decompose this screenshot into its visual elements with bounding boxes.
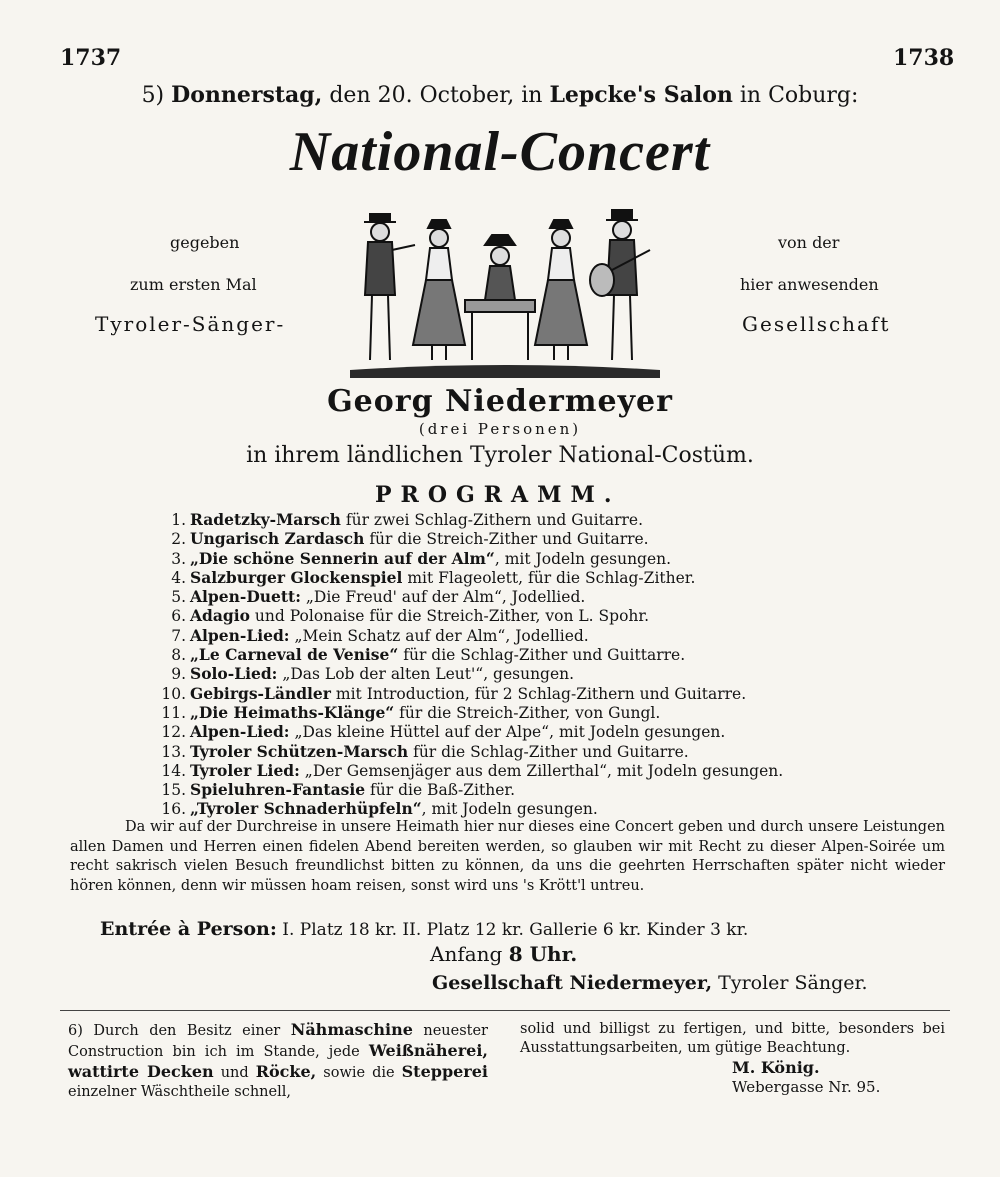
program-item-description: für die Baß-Zither. [365, 781, 516, 800]
program-item-name: Tyroler Schützen-Marsch [190, 741, 409, 761]
ad-text-1: Durch den Besitz einer [82, 1023, 291, 1039]
ad-signature: M. König. [732, 1058, 820, 1077]
program-item [160, 510, 783, 529]
right-text-2: hier anwesenden [740, 275, 879, 294]
ad-text-5: einzelner Wäschtheile schnell, [68, 1084, 291, 1100]
program-item-description: und Polonaise für die Streich-Zither, von L. Spohr. [249, 607, 650, 626]
program-item-description: mit Flageolett, für die Schlag-Zither. [402, 568, 696, 587]
program-item-number: 4. [171, 568, 186, 587]
ad-machine: Nähmaschine [290, 1020, 413, 1039]
program-item [160, 529, 783, 548]
program-item-description: „Der Gemsenjäger aus dem Zillerthal“, mit Jodeln gesungen. [299, 761, 784, 780]
start-time [430, 942, 577, 966]
program-item-number: 16. [161, 800, 186, 819]
program-item-description: „Mein Schatz auf der Alm“, Jodellied. [289, 626, 589, 645]
headline-venue: Lepcke's Salon [549, 82, 733, 108]
concert-title: National-Concert [289, 121, 711, 183]
prices-label: Entrée à Person: [100, 918, 277, 940]
program-item-name: „Die schöne Sennerin auf der Alm“ [190, 548, 495, 568]
headline-date: den 20. October, in [329, 83, 543, 108]
program-item-number: 1. [171, 511, 186, 529]
program-item-description: , mit Jodeln gesungen. [421, 800, 598, 819]
start-label: Anfang [430, 942, 509, 966]
program-item-name: Adagio [190, 606, 250, 626]
program-item-number: 8. [171, 646, 186, 665]
program-item-name: „Le Carneval de Venise“ [190, 645, 399, 665]
program-item-name: Radetzky-Marsch [190, 510, 341, 529]
program-item-number: 3. [171, 549, 186, 568]
section-divider [60, 1010, 950, 1011]
program-item-description: für die Streich-Zither, von Gungl. [394, 703, 661, 722]
program-item [160, 664, 783, 683]
ad-items-2: Röcke, [255, 1062, 317, 1081]
program-item [160, 626, 783, 645]
entry-prices [100, 918, 748, 940]
program-item-name: Spieluhren-Fantasie [190, 780, 366, 800]
signature [432, 972, 868, 994]
headline-day: Donnerstag, [171, 82, 323, 108]
page-number-left: 1737 [60, 45, 122, 71]
ad-text-4: sowie die [316, 1065, 402, 1081]
program-item [160, 742, 783, 761]
program-item [160, 761, 783, 780]
program-item-description: für die Schlag-Zither und Guitarre. [408, 742, 689, 761]
program-item-description: für die Schlag-Zither und Guittarre. [398, 646, 686, 665]
program-item-description: „Das kleine Hüttel auf der Alpe“, mit Jodeln gesungen. [289, 723, 726, 742]
left-text-3: Tyroler-Sänger- [95, 312, 286, 336]
program-item-description: , mit Jodeln gesungen. [494, 549, 672, 568]
start-time-value: 8 Uhr. [508, 942, 578, 966]
program-item-description: für die Streich-Zither und Guitarre. [364, 530, 649, 549]
headline [0, 82, 1000, 108]
page-number-right: 1738 [893, 45, 955, 71]
program-list [160, 510, 783, 819]
program-item [160, 568, 783, 587]
program-item-description: „Die Freud' auf der Alm“, Jodellied. [300, 588, 586, 607]
ad-stepperei: Stepperei [401, 1062, 488, 1081]
program-item-number: 13. [161, 742, 186, 761]
ad-number: 6) [68, 1023, 83, 1039]
headline-city: in Coburg: [739, 83, 859, 108]
ad-address: Webergasse Nr. 95. [732, 1078, 881, 1096]
ad-text-2: neuester Construction bin ich im Stande, jede [68, 1023, 488, 1060]
right-text-1: von der [778, 233, 840, 252]
prices-text: I. Platz 18 kr. II. Platz 12 kr. Gallerie 6 kr. Kinder 3 kr. [276, 920, 749, 940]
headline-number: 5) [141, 83, 165, 108]
ad-items: Weißnäherei, wattirte Decken [68, 1041, 488, 1081]
program-item [160, 587, 783, 606]
program-item [160, 722, 783, 741]
program-item-name: Solo-Lied: [190, 664, 278, 684]
program-item [160, 549, 783, 568]
persons-count: (drei Personen) [418, 420, 582, 438]
program-item-name: „Die Heimaths-Klänge“ [190, 702, 395, 722]
program-item-name: Ungarisch Zardasch [190, 529, 365, 549]
program-title: PROGRAMM. [375, 482, 621, 508]
program-item-name: Gebirgs-Ländler [190, 683, 331, 703]
program-item-name: „Tyroler Schnaderhüpfeln“ [190, 799, 422, 819]
right-text-3: Gesellschaft [742, 312, 891, 336]
advertisement-right: solid und billigst zu fertigen, und bitte, besonders bei Ausstattungsarbeiten, um gütige Beachtung. [520, 1021, 945, 1056]
program-item [160, 684, 783, 703]
program-item-name: Alpen-Lied: [190, 625, 290, 645]
left-text-1: gegeben [170, 233, 240, 252]
program-item-description: für zwei Schlag-Zithern und Guitarre. [340, 511, 643, 529]
tyrolean-singers-illustration [340, 200, 670, 380]
costume-line: in ihrem ländlichen Tyroler National-Costüm. [246, 443, 754, 468]
program-item-number: 9. [171, 665, 186, 684]
program-item-description: „Das Lob der alten Leut'“, gesungen. [277, 665, 575, 684]
signature-name: Gesellschaft Niedermeyer, [432, 972, 713, 994]
program-item-number: 10. [161, 684, 186, 703]
announcement-note: Da wir auf der Durchreise in unsere Heimath hier nur dieses eine Concert geben und durch unsere Leistungen allen Damen und Herren einen fidelen Abend bereiten werden, so glauben wir mit Recht zu dieser Alpen-Soirée um recht sakrisch vielen Besuch freundlichst bitten zu können, da uns die geehrten Herrschaften später nicht wieder hören können, denn wir müssen hoam reisen, sonst wird uns 's Krött'l untreu. [70, 819, 945, 894]
program-item-number: 2. [171, 530, 186, 549]
program-item-name: Alpen-Lied: [190, 722, 290, 742]
left-text-2: zum ersten Mal [130, 275, 257, 294]
program-item [160, 799, 783, 818]
program-item-name: Tyroler Lied: [190, 760, 300, 780]
program-item-number: 11. [161, 703, 186, 722]
program-item-number: 12. [161, 723, 186, 742]
program-item-number: 14. [161, 761, 186, 780]
program-item-number: 5. [171, 588, 186, 607]
program-item-description: mit Introduction, für 2 Schlag-Zithern und Guitarre. [330, 684, 747, 703]
signature-suffix: Tyroler Sänger. [712, 972, 868, 994]
program-item-number: 15. [161, 781, 186, 800]
program-item [160, 780, 783, 799]
director-name: Georg Niedermeyer [327, 384, 673, 419]
ad-text-3: und [213, 1065, 256, 1081]
advertisement-left [68, 1020, 488, 1102]
program-item-number: 6. [171, 607, 186, 626]
program-item [160, 645, 783, 664]
program-item-name: Alpen-Duett: [190, 587, 301, 607]
program-item-name: Salzburger Glockenspiel [190, 567, 403, 587]
program-item [160, 606, 783, 625]
program-item [160, 703, 783, 722]
program-item-number: 7. [171, 626, 186, 645]
